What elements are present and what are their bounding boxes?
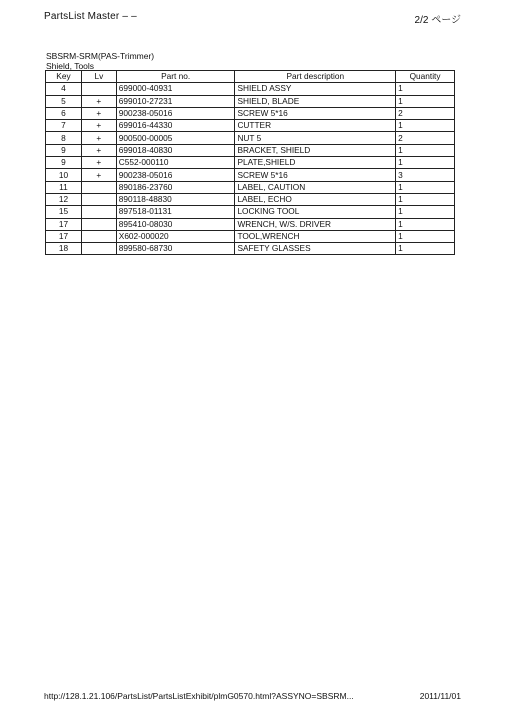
column-header-description: Part description <box>235 71 396 83</box>
cell-part-no: 900500-00005 <box>116 132 235 144</box>
section-heading <box>46 51 154 71</box>
cell-quantity: 1 <box>396 157 455 169</box>
cell-key: 9 <box>46 144 82 156</box>
table-row <box>46 120 455 132</box>
cell-part-no: C552-000110 <box>116 157 235 169</box>
cell-part-no: 895410-08030 <box>116 218 235 230</box>
table-row <box>46 218 455 230</box>
cell-key: 17 <box>46 218 82 230</box>
cell-lv: + <box>81 132 116 144</box>
cell-key: 15 <box>46 206 82 218</box>
cell-key: 9 <box>46 157 82 169</box>
model-name: SBSRM-SRM(PAS-Trimmer) <box>46 51 155 61</box>
cell-description: LOCKING TOOL <box>235 206 396 218</box>
cell-key: 6 <box>46 107 82 119</box>
table-row <box>46 230 455 242</box>
column-header-part-no: Part no. <box>116 71 235 83</box>
cell-part-no: 699018-40830 <box>116 144 235 156</box>
cell-part-no: 900238-05016 <box>116 169 235 181</box>
cell-description: SCREW 5*16 <box>235 107 396 119</box>
cell-part-no: 900238-05016 <box>116 107 235 119</box>
cell-part-no: 699016-44330 <box>116 120 235 132</box>
cell-quantity: 1 <box>396 193 455 205</box>
page-number: 2/2 ページ <box>414 15 461 26</box>
cell-description: WRENCH, W/S. DRIVER <box>235 218 396 230</box>
cell-lv <box>81 193 116 205</box>
cell-description: PLATE,SHIELD <box>235 157 396 169</box>
table-row <box>46 144 455 156</box>
cell-key: 5 <box>46 95 82 107</box>
column-header-lv: Lv <box>81 71 116 83</box>
table-row <box>46 107 455 119</box>
cell-lv <box>81 218 116 230</box>
cell-part-no: 897518-01131 <box>116 206 235 218</box>
table-row <box>46 83 455 95</box>
cell-part-no: 890186-23760 <box>116 181 235 193</box>
cell-lv: + <box>81 157 116 169</box>
cell-part-no: X602-000020 <box>116 230 235 242</box>
table-row <box>46 157 455 169</box>
table-row <box>46 193 455 205</box>
cell-lv <box>81 206 116 218</box>
cell-key: 17 <box>46 230 82 242</box>
column-header-quantity: Quantity <box>396 71 455 83</box>
cell-description: SCREW 5*16 <box>235 169 396 181</box>
table-row <box>46 181 455 193</box>
cell-quantity: 2 <box>396 107 455 119</box>
cell-quantity: 1 <box>396 95 455 107</box>
cell-lv: + <box>81 144 116 156</box>
cell-description: TOOL,WRENCH <box>235 230 396 242</box>
page-header-title: PartsList Master – – <box>44 11 137 22</box>
cell-key: 12 <box>46 193 82 205</box>
cell-quantity: 1 <box>396 230 455 242</box>
cell-key: 8 <box>46 132 82 144</box>
cell-quantity: 1 <box>396 206 455 218</box>
cell-quantity: 1 <box>396 181 455 193</box>
cell-description: SHIELD, BLADE <box>235 95 396 107</box>
cell-part-no: 890118-48830 <box>116 193 235 205</box>
table-row <box>46 132 455 144</box>
cell-description: NUT 5 <box>235 132 396 144</box>
table-header-row <box>46 71 455 83</box>
cell-quantity: 1 <box>396 243 455 255</box>
cell-lv: + <box>81 107 116 119</box>
cell-key: 7 <box>46 120 82 132</box>
cell-lv: + <box>81 120 116 132</box>
footer-url: http://128.1.21.106/PartsList/PartsListExhibit/plmG0570.html?ASSYNO=SBSRM... <box>44 691 354 701</box>
cell-part-no: 699000-40931 <box>116 83 235 95</box>
table-row <box>46 95 455 107</box>
cell-description: SHIELD ASSY <box>235 83 396 95</box>
cell-description: SAFETY GLASSES <box>235 243 396 255</box>
column-header-key: Key <box>46 71 82 83</box>
cell-quantity: 1 <box>396 120 455 132</box>
table-row <box>46 169 455 181</box>
cell-quantity: 1 <box>396 218 455 230</box>
parts-table <box>45 70 455 255</box>
cell-quantity: 1 <box>396 144 455 156</box>
cell-lv <box>81 243 116 255</box>
cell-description: BRACKET, SHIELD <box>235 144 396 156</box>
cell-description: CUTTER <box>235 120 396 132</box>
table-row <box>46 206 455 218</box>
cell-lv: + <box>81 169 116 181</box>
cell-lv <box>81 181 116 193</box>
cell-lv <box>81 83 116 95</box>
cell-lv <box>81 230 116 242</box>
cell-quantity: 2 <box>396 132 455 144</box>
table-row <box>46 243 455 255</box>
footer-date: 2011/11/01 <box>419 691 461 701</box>
cell-key: 18 <box>46 243 82 255</box>
cell-description: LABEL, ECHO <box>235 193 396 205</box>
cell-key: 10 <box>46 169 82 181</box>
cell-part-no: 699010-27231 <box>116 95 235 107</box>
cell-quantity: 1 <box>396 83 455 95</box>
cell-key: 4 <box>46 83 82 95</box>
group-name: Shield, Tools <box>46 61 95 71</box>
cell-key: 11 <box>46 181 82 193</box>
cell-description: LABEL, CAUTION <box>235 181 396 193</box>
cell-lv: + <box>81 95 116 107</box>
cell-quantity: 3 <box>396 169 455 181</box>
cell-part-no: 899580-68730 <box>116 243 235 255</box>
